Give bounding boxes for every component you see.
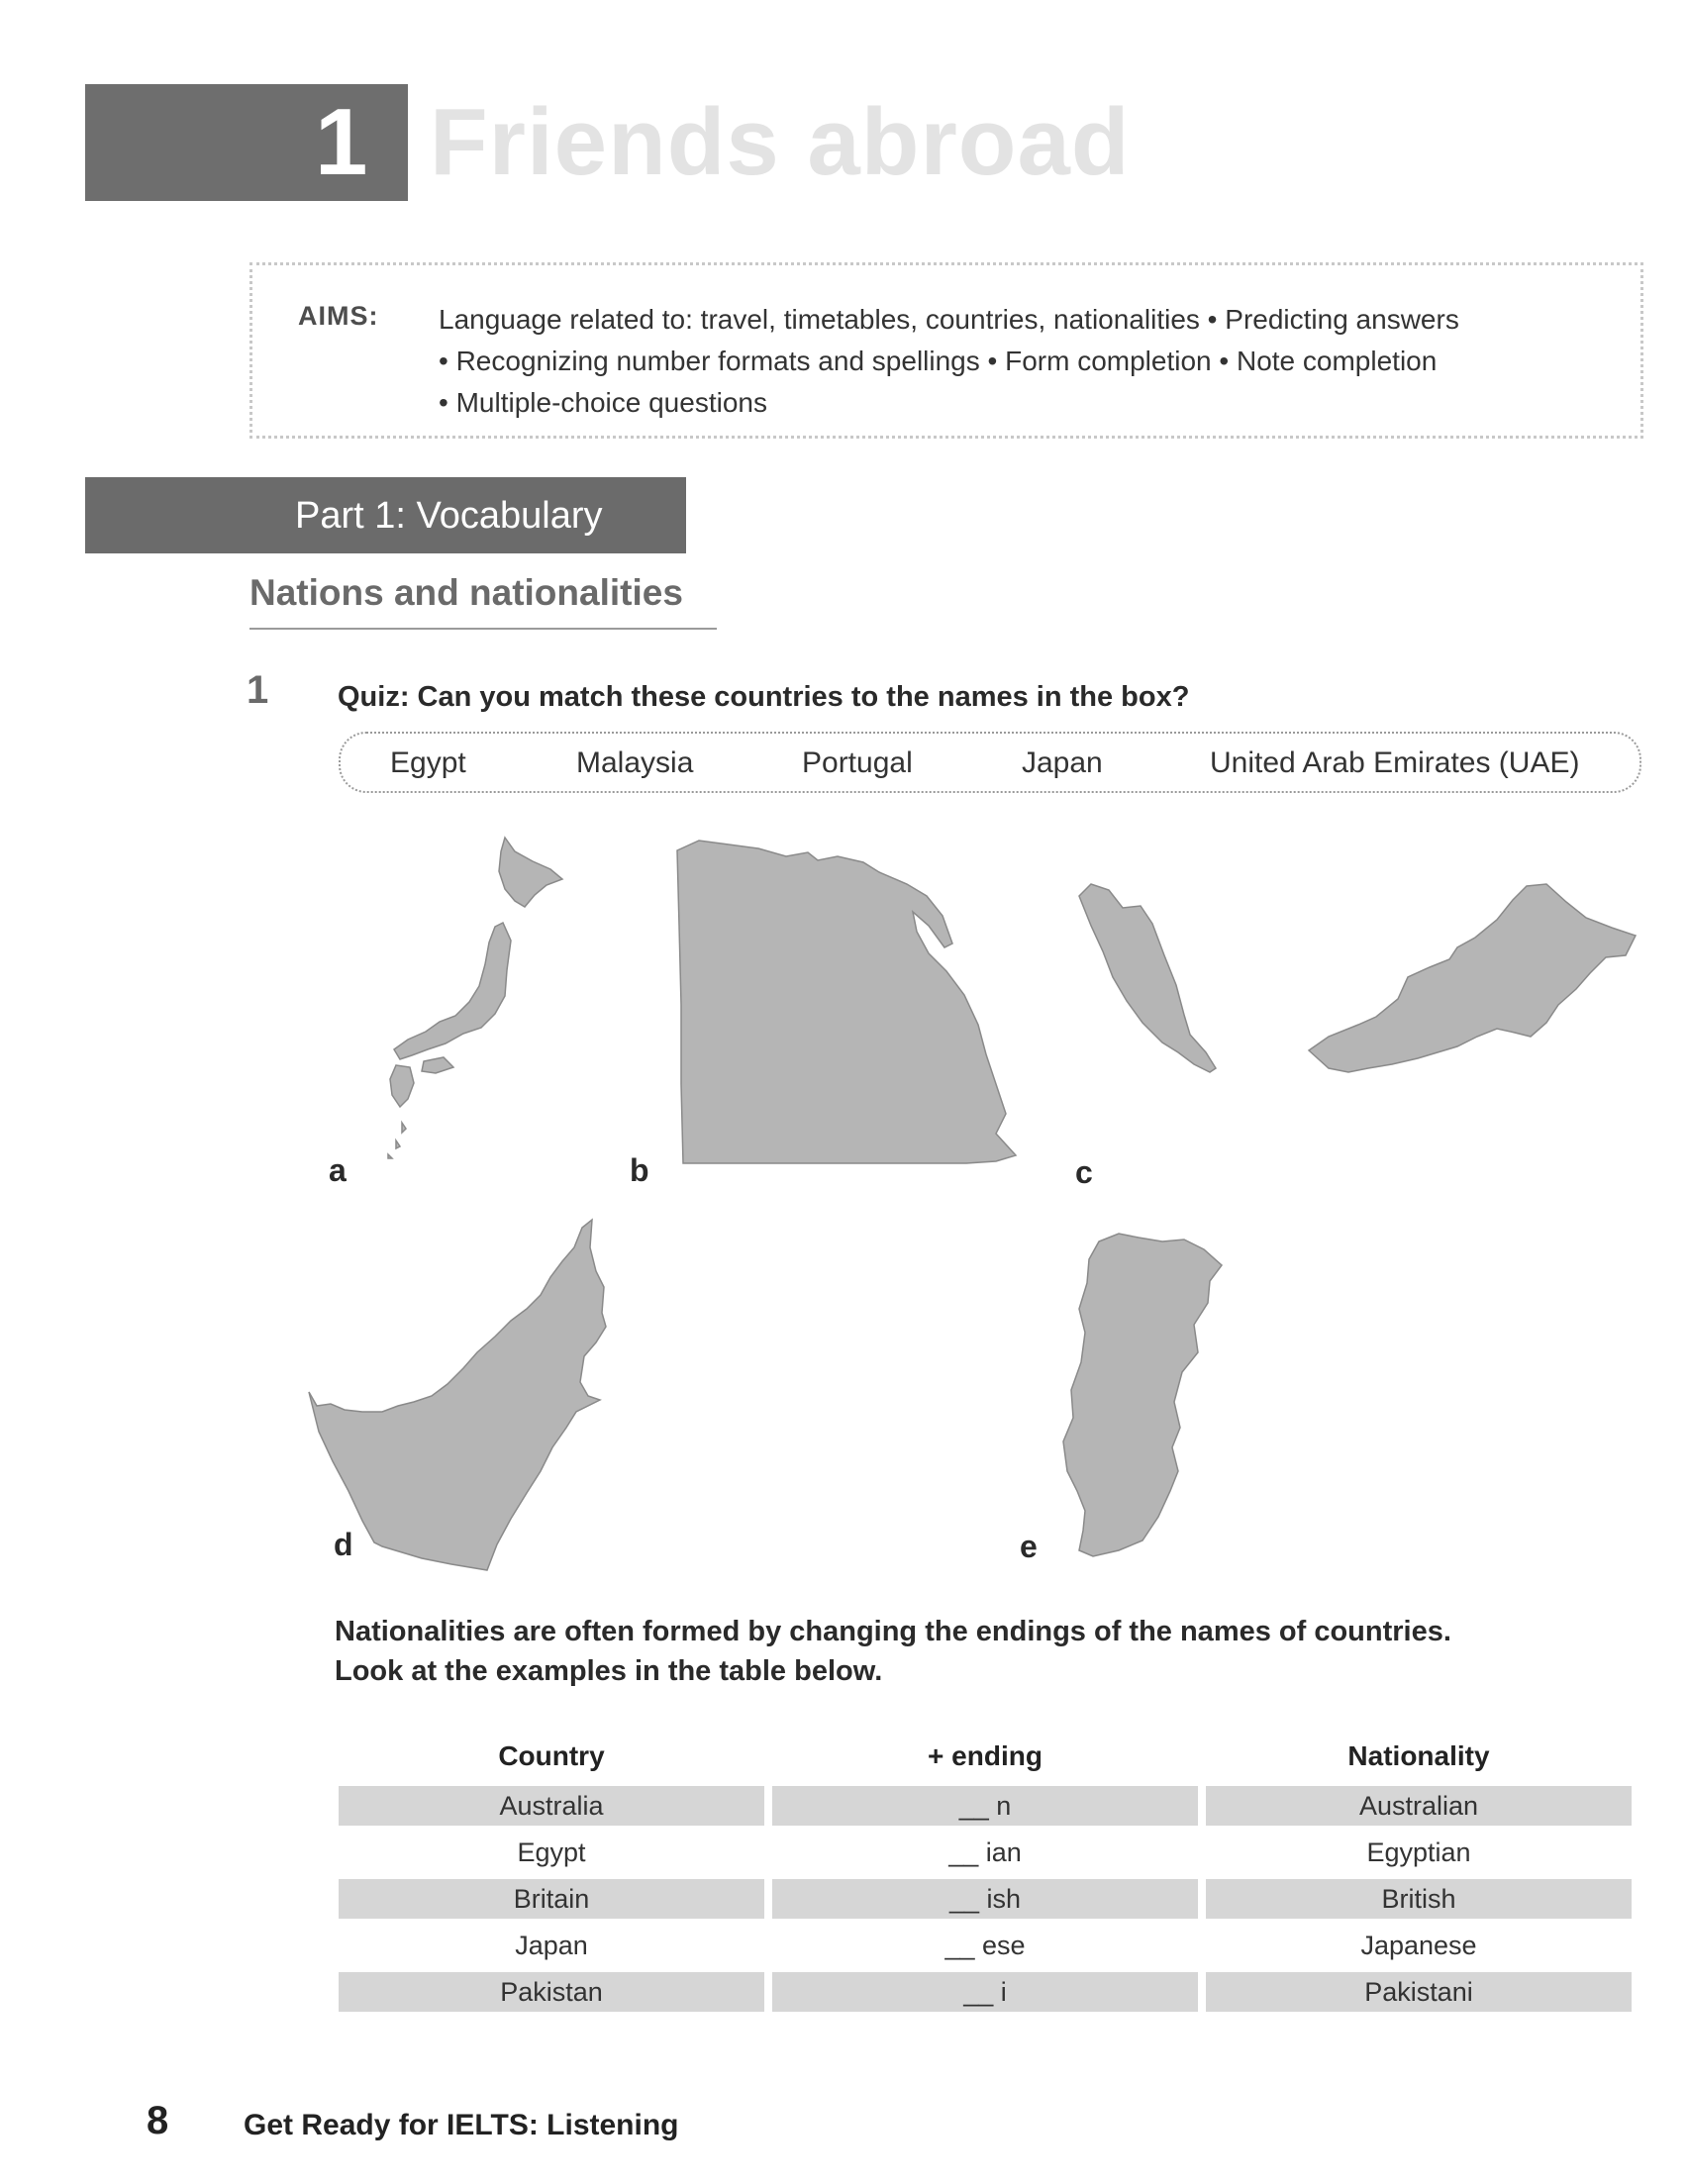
- table-cell: __ ian: [948, 1837, 1022, 1867]
- unit-number: 1: [315, 89, 368, 195]
- japan-shikoku: [422, 1057, 453, 1073]
- table-cell: Australian: [1206, 1786, 1632, 1826]
- aims-text: [439, 299, 1627, 424]
- page-number: 8: [147, 2099, 169, 2142]
- map-egypt: [669, 837, 1016, 1173]
- table-cell: Japanese: [1360, 1931, 1477, 1960]
- map-japan: [366, 832, 574, 1158]
- aims-box: [249, 262, 1643, 439]
- map-malaysia: [1061, 866, 1636, 1094]
- word-egypt: Egypt: [390, 746, 466, 779]
- map-label-d: d: [334, 1527, 353, 1562]
- part-banner: [85, 477, 686, 553]
- egypt-shape: [677, 841, 1016, 1163]
- table-header-nationality: Nationality: [1347, 1740, 1490, 1771]
- word-portugal: Portugal: [802, 746, 913, 779]
- table-cell: Australia: [339, 1786, 764, 1826]
- malaysia-peninsula: [1079, 884, 1216, 1072]
- table-cell: __ n: [772, 1786, 1198, 1826]
- question-number: 1: [247, 668, 269, 712]
- uae-shape: [309, 1220, 606, 1570]
- question-text: Quiz: Can you match these countries to the names in the box?: [338, 681, 1190, 713]
- map-uae: [303, 1218, 739, 1574]
- intro-text: [335, 1612, 1622, 1691]
- map-portugal: [1059, 1224, 1228, 1560]
- map-label-b: b: [630, 1152, 649, 1188]
- portugal-shape: [1063, 1234, 1222, 1556]
- intro-line-2: Look at the examples in the table below.: [335, 1655, 883, 1687]
- table-cell: Egyptian: [1366, 1837, 1471, 1867]
- japan-islands: [388, 1123, 406, 1158]
- word-malaysia: Malaysia: [576, 746, 694, 779]
- table-cell: Egypt: [517, 1837, 586, 1867]
- map-label-a: a: [329, 1152, 347, 1188]
- intro-line-1: Nationalities are often formed by changing the endings of the names of countries.: [335, 1616, 1451, 1647]
- word-uae: United Arab Emirates (UAE): [1210, 746, 1580, 779]
- section-underline: [249, 628, 717, 630]
- map-label-c: c: [1075, 1154, 1093, 1190]
- table-cell: Pakistan: [339, 1972, 764, 2012]
- word-japan: Japan: [1022, 746, 1103, 779]
- table-header-ending: + ending: [928, 1740, 1043, 1771]
- aims-line: Language related to: travel, timetables, countries, nationalities • Predicting answers: [439, 304, 1459, 335]
- table-cell: British: [1206, 1879, 1632, 1919]
- aims-label: AIMS:: [298, 301, 379, 331]
- table-cell: Pakistani: [1206, 1972, 1632, 2012]
- book-title: Get Ready for IELTS: Listening: [244, 2109, 679, 2141]
- table-header-country: Country: [498, 1740, 605, 1771]
- table-cell: __ ese: [944, 1931, 1026, 1960]
- japan-honshu: [394, 923, 511, 1059]
- map-label-e: e: [1020, 1529, 1038, 1564]
- part-title: Part 1: Vocabulary: [295, 495, 603, 537]
- japan-kyushu: [390, 1065, 414, 1107]
- table-cell: __ i: [772, 1972, 1198, 2012]
- section-title: Nations and nationalities: [249, 572, 683, 613]
- word-box: [339, 732, 1641, 793]
- aims-line: • Recognizing number formats and spellings • Form completion • Note completion: [439, 346, 1438, 376]
- table-cell: __ ish: [772, 1879, 1198, 1919]
- table-cell: Japan: [515, 1931, 588, 1960]
- unit-title: Friends abroad: [430, 89, 1131, 195]
- aims-line: • Multiple-choice questions: [439, 387, 767, 418]
- japan-hokkaido: [499, 838, 562, 907]
- malaysia-borneo: [1309, 884, 1636, 1072]
- table-cell: Britain: [339, 1879, 764, 1919]
